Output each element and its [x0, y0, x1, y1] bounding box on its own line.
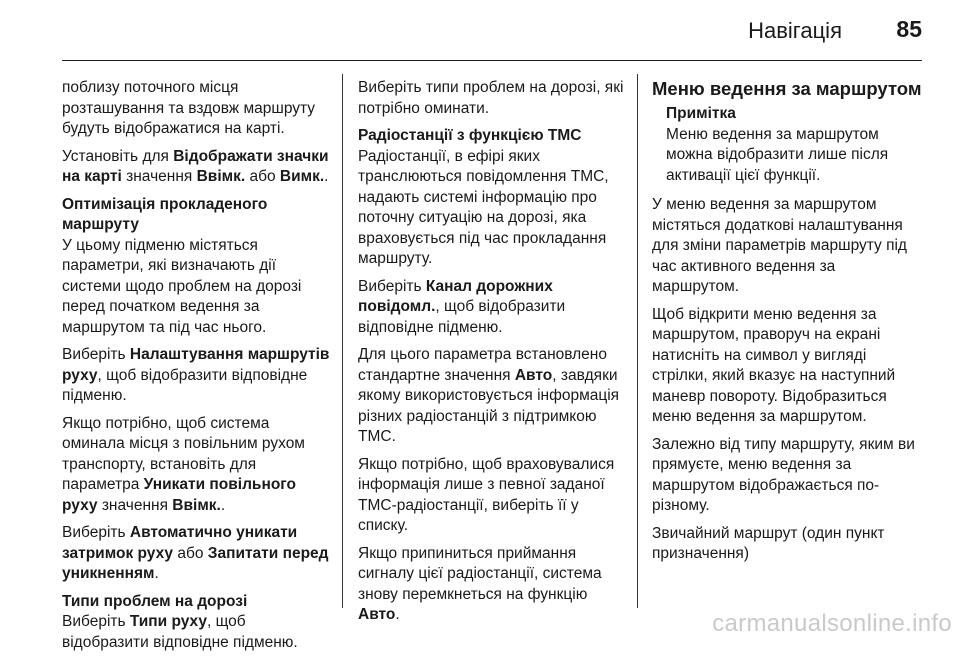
watermark: carmanualsonline.info: [712, 610, 952, 637]
paragraph: Виберіть типи проблем на дорозі, які потрібно оминати.: [358, 79, 624, 117]
paragraph: Залежно від типу маршруту, яким ви прямуєте, меню ведення за маршрутом відображається по-різному.: [652, 435, 915, 514]
paragraph: Якщо потрібно, щоб система оминала місця з повільним рухом транспорту, встановіть для параметра Уникати повільного руху значення Ввімк..: [62, 414, 305, 514]
column-3: [652, 78, 922, 572]
section-traffic-types: Типи проблем на дорозі Виберіть Типи руху, щоб відобразити відповідне підменю.: [62, 592, 334, 654]
note-box: [666, 104, 922, 186]
paragraph: поблизу поточного місця розташування та вздовж маршруту будуть відображатися на карті.: [62, 79, 316, 137]
column-1: [62, 78, 334, 660]
section-route-optimization: [62, 195, 334, 339]
page-number: 85: [896, 16, 922, 42]
paragraph: У меню ведення за маршрутом містяться додаткові налаштування для зміни параметрів маршруту під час активного ведення за маршрутом.: [652, 196, 907, 295]
page-header: [62, 0, 922, 61]
paragraph: Якщо припиниться приймання сигналу цієї радіостанції, система знову перемкнеться на функцію Авто.: [358, 544, 602, 623]
section-tmc-stations: [358, 126, 630, 270]
paragraph: Установіть для Відображати значки на карті значення Ввімк. або Вимк..: [62, 147, 329, 185]
paragraph: Виберіть Канал дорожних повідомл., щоб відобразити відповідне підменю.: [358, 277, 566, 336]
paragraph: Звичайний маршрут (один пункт призначення): [652, 524, 885, 562]
paragraph: Щоб відкрити меню ведення за маршрутом, праворуч на екрані натисніть на символ у вигляді стрілки, який вказує на наступний маневр повороту. Відобразиться меню ведення за маршрутом.: [652, 305, 896, 425]
paragraph: Якщо потрібно, щоб враховувалися інформація лише з певної заданої ТМС-радіостанції, виберіть її у списку.: [358, 455, 615, 534]
note-title: Примітка: [666, 105, 736, 122]
section-heading: Радіостанції з функцією ТМС: [358, 127, 582, 144]
paragraph: Виберіть Автоматично уникати затримок руху або Запитати перед уникненням.: [62, 524, 329, 582]
section-heading: Оптимізація прокладеного маршруту: [62, 195, 268, 233]
section-title: Меню ведення за маршрутом: [652, 78, 922, 99]
section-heading: Типи проблем на дорозі: [62, 592, 248, 610]
header-title: Навігація: [748, 18, 842, 43]
column-2: [358, 78, 630, 633]
note-text: Меню ведення за маршрутом можна відобразити лише після активації цієї функції.: [666, 125, 889, 184]
paragraph: Виберіть Налаштування маршрутів руху, щоб відобразити відповідне підменю.: [62, 346, 330, 404]
column-divider-1: [342, 74, 343, 608]
section-text: У цьому підменю містяться параметри, які визначають дії системи щодо проблем на дорозі перед початком ведення за маршрутом та під час нього.: [62, 236, 302, 336]
column-divider-2: [637, 74, 638, 608]
section-text: Радіостанції, в ефірі яких транслюються повідомлення ТМС, надають системі інформацію про поточну ситуацію на дорозі, яка враховується під час прокладання маршруту.: [358, 147, 609, 267]
paragraph: Для цього параметра встановлено стандартне значення Авто, завдяки якому використовується інформація різних радіостанцій з підтримкою ТМС.: [358, 346, 620, 445]
